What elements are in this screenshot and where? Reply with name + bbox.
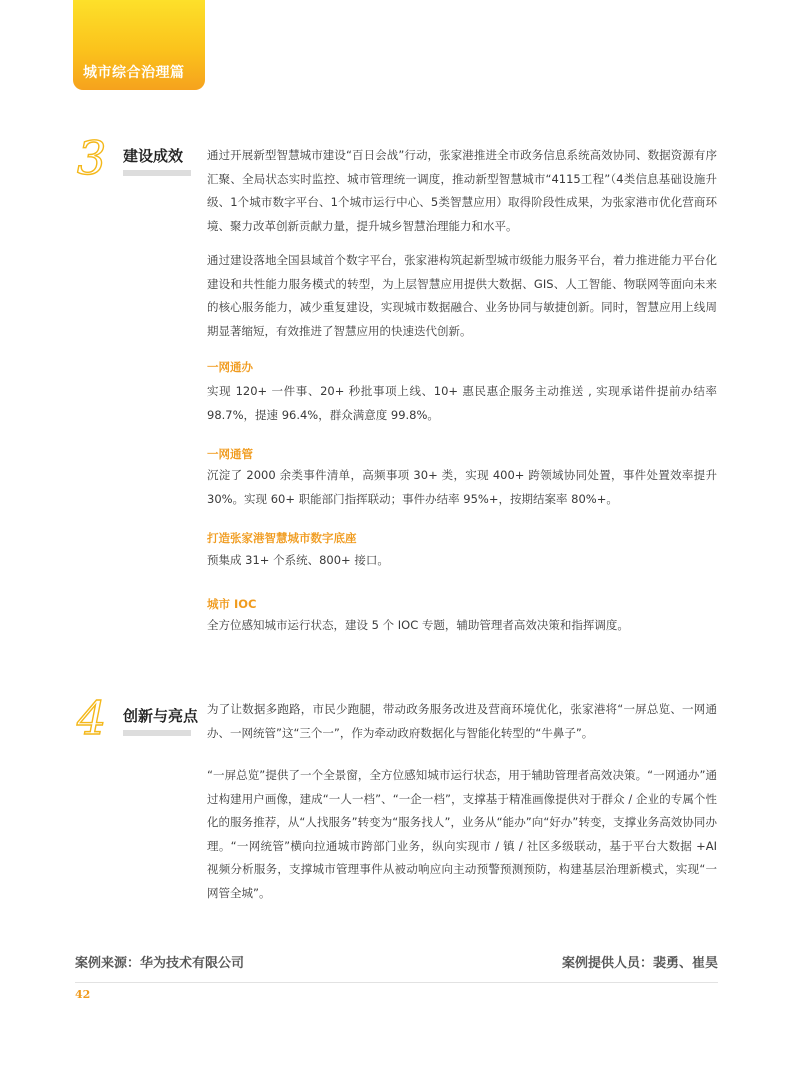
paragraph: 通过开展新型智慧城市建设“百日会战”行动，张家港推进全市政务信息系统高效协同、数据资源有序汇聚、全局状态实时监控、城市管理统一调度，推动新型智慧城市“4115工程”（4类信息基础设施升级、1个城市数字平台、1个城市运行中心、5类智慧应用）取得阶段性成果，为张家港市优化营商环境、聚力改革创新贡献力量，提升城乡智慧治理能力和水平。	[207, 148, 717, 233]
paragraph: 预集成 31+ 个系统、800+ 接口。	[207, 553, 389, 567]
section-number: 3	[77, 131, 107, 185]
section-title: 创新与亮点	[123, 707, 199, 725]
paragraph: 为了让数据多跑路，市民少跑腿，带动政务服务改进及营商环境优化，张家港将“一屏总览、一网通办、一网统管”这“三个一”，作为牵动政府数据化与智能化转型的“牛鼻子”。	[207, 702, 717, 740]
case-contributors: 案例提供人员：裴勇、崔昊	[561, 956, 718, 971]
subheading: 城市 IOC	[207, 597, 257, 611]
section-underline	[123, 170, 191, 176]
case-source: 案例来源：华为技术有限公司	[75, 956, 245, 971]
footer-divider	[75, 982, 718, 983]
page-number: 42	[75, 988, 91, 1001]
paragraph: 通过建设落地全国县域首个数字平台，张家港构筑起新型城市级能力服务平台，着力推进能力平台化建设和共性能力服务模式的转型，为上层智慧应用提供大数据、GIS、人工智能、物联网等面向未来的核心服务能力，减少重复建设，实现城市数据融合、业务协同与敏捷创新。同时，智慧应用上线周期显著缩短，有效推进了智慧应用的快速迭代创新。	[207, 253, 717, 338]
paragraph: 沉淀了 2000 余类事件清单，高频事项 30+ 类，实现 400+ 跨领域协同处置，事件处置效率提升 30%。实现 60+ 职能部门指挥联动；事件办结率 95%+，按期结案率 80%+。	[207, 468, 717, 506]
paragraph: “一屏总览”提供了一个全景窗，全方位感知城市运行状态，用于辅助管理者高效决策。“一网通办”通过构建用户画像，建成“一人一档”、“一企一档”，支撑基于精准画像提供对于群众 / 企业的专属个性化的服务推荐，从“人找服务”转变为“服务找人”，业务从“能办”向“好办”转变，支撑业务高效协同办理。“一网统管”横向拉通城市跨部门业务，纵向实现市 / 镇 / 社区多级联动，基于平台大数据 +AI 视频分析服务，支撑城市管理事件从被动响应向主动预警预测预防，构建基层治理新模式，实现“一网管全城”。	[207, 768, 717, 900]
section-4-heading	[75, 691, 199, 747]
chapter-tab	[73, 0, 205, 90]
paragraph: 全方位感知城市运行状态，建设 5 个 IOC 专题，辅助管理者高效决策和指挥调度。	[207, 618, 629, 632]
chapter-title: 城市综合治理篇	[83, 65, 185, 81]
subheading: 一网通管	[207, 447, 253, 461]
subheading: 打造张家港智慧城市数字底座	[207, 531, 357, 545]
subheading: 一网通办	[207, 360, 253, 374]
section-title: 建设成效	[123, 147, 184, 165]
section-3-heading	[75, 131, 193, 187]
section-number: 4	[77, 691, 107, 745]
paragraph: 实现 120+ 一件事、20+ 秒批事项上线、10+ 惠民惠企服务主动推送 , 实现承诺件提前办结率 98.7%，提速 96.4%，群众满意度 99.8%。	[207, 384, 717, 422]
section-underline	[123, 730, 191, 736]
